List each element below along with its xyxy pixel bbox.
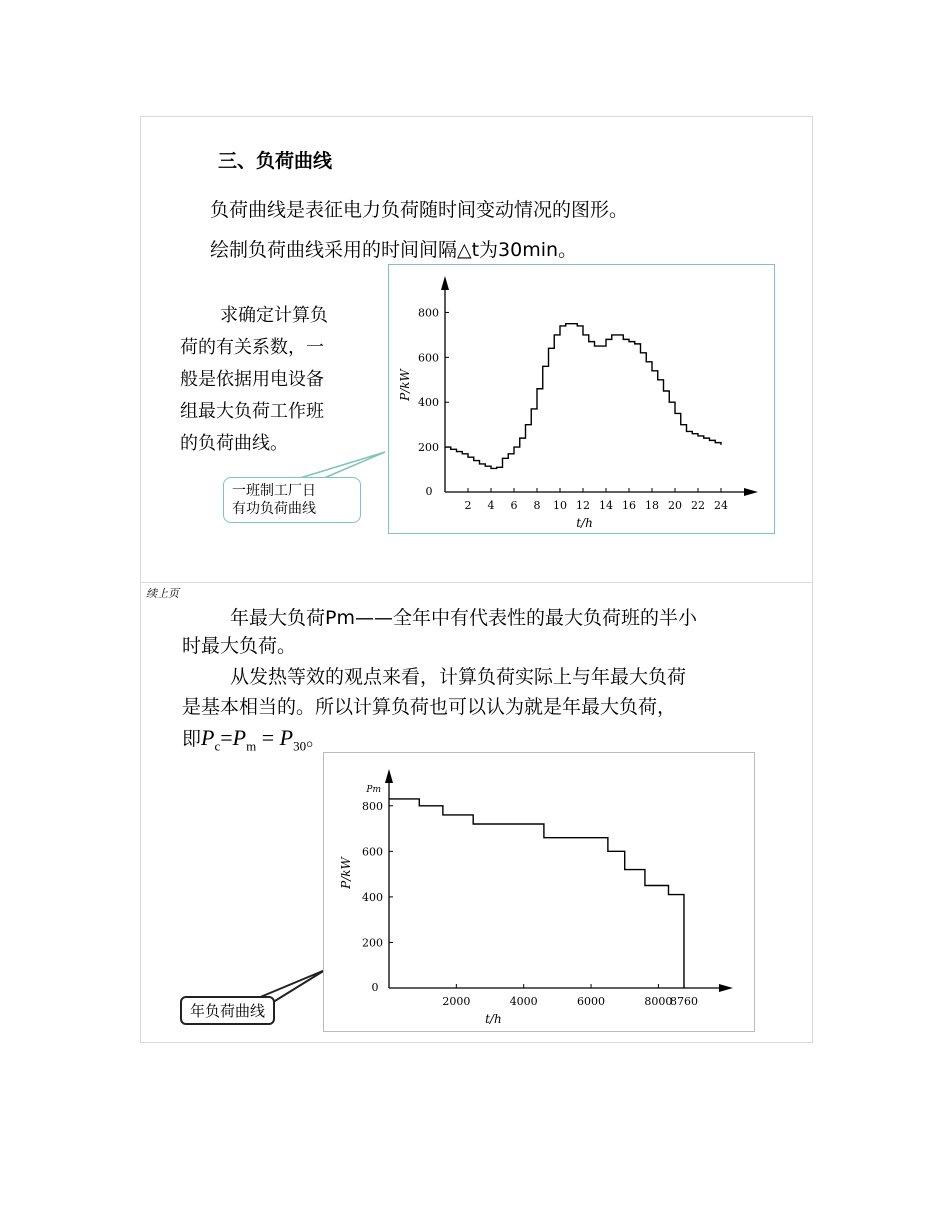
- x-axis-title: t/h: [576, 516, 593, 530]
- side-line-1: 求确定计算负: [220, 305, 328, 326]
- annual-load-chart-box: [323, 752, 755, 1032]
- x-tick-label: 8: [533, 499, 541, 512]
- y-axis-title: P/kW: [398, 369, 412, 401]
- x-tick-label: 6000: [577, 995, 606, 1008]
- y-axis-title: P/kW: [339, 857, 353, 889]
- para2-line-2: 是基本相当的。所以计算负荷也可以认为就是年最大负荷，: [182, 696, 677, 718]
- origin-label: 0: [425, 485, 433, 498]
- y-tick-label: 200: [362, 936, 383, 950]
- x-axis-arrow: [744, 488, 758, 496]
- annual-load-curve-series: [389, 799, 684, 988]
- annual-max-paragraph: [182, 604, 697, 660]
- x-tick-label: 4000: [509, 995, 538, 1008]
- y-tick-label: 800: [418, 306, 439, 320]
- x-tick-label: 2: [464, 499, 472, 512]
- load-curve-series: [445, 324, 721, 469]
- x-tick-label: 10: [553, 499, 567, 512]
- interval-text: 绘制负荷曲线采用的时间间隔△t为30min。: [210, 239, 578, 261]
- x-tick-label: 22: [691, 499, 705, 512]
- x-axis-arrow: [719, 984, 733, 992]
- side-explanation: [180, 300, 328, 460]
- x-tick-label: 4: [487, 499, 495, 512]
- y-tick-label: 600: [362, 845, 383, 859]
- formula-line: 即$P_c=P_m = P_{30}$。: [182, 725, 326, 754]
- x-axis-title: t/h: [485, 1012, 502, 1026]
- x-tick-label: 24: [714, 499, 728, 512]
- equivalence-paragraph: [182, 662, 686, 722]
- x-tick-label: 14: [599, 499, 613, 512]
- formula-pc: $P_c$: [201, 725, 221, 754]
- y-tick-label: 400: [362, 890, 383, 904]
- y-axis-arrow: [385, 769, 393, 783]
- y-tick-label: 800: [362, 799, 383, 813]
- side-line-4: 组最大负荷工作班: [180, 401, 324, 422]
- x-tick-label: 2000: [442, 995, 471, 1008]
- y-tick-label: 600: [418, 351, 439, 365]
- para1-line-1: 年最大负荷Pm——全年中有代表性的最大负荷班的半小: [230, 607, 697, 629]
- callout-line-2: 有功负荷曲线: [232, 501, 316, 517]
- x-tick-label: 18: [645, 499, 659, 512]
- formula-prefix: 即: [182, 728, 202, 750]
- para2-line-1: 从发热等效的观点来看，计算负荷实际上与年最大负荷: [230, 666, 687, 688]
- para1-line-2: 时最大负荷。: [182, 635, 297, 657]
- x-tick-label: 16: [622, 499, 636, 512]
- x-tick-label: 8000: [644, 995, 673, 1008]
- callout-line-1: 一班制工厂日: [232, 483, 316, 499]
- y-axis-arrow: [441, 276, 449, 290]
- daily-load-chart-box: [388, 264, 775, 534]
- annual-load-chart: [324, 753, 754, 1031]
- side-line-2: 荷的有关系数，一: [180, 337, 324, 358]
- continued-label: 续上页: [146, 587, 179, 600]
- x-tick-label: 6: [510, 499, 518, 512]
- side-line-3: 般是依据用电设备: [180, 369, 324, 390]
- ymax-label: Pm: [366, 784, 381, 795]
- side-line-5: 的负荷曲线。: [180, 433, 288, 454]
- daily-load-chart: [389, 265, 774, 533]
- x-tick-label: 12: [576, 499, 590, 512]
- x-tick-label: 20: [668, 499, 682, 512]
- origin-label: 0: [371, 981, 379, 994]
- y-tick-label: 400: [418, 396, 439, 410]
- section-heading: 三、负荷曲线: [218, 150, 333, 172]
- definition-text: 负荷曲线是表征电力负荷随时间变动情况的图形。: [210, 199, 629, 221]
- formula-p30: $P_{30}$: [279, 725, 307, 754]
- annual-curve-callout: 年负荷曲线: [180, 996, 275, 1025]
- formula-pm: $P_m$: [232, 725, 257, 754]
- y-tick-label: 200: [418, 441, 439, 455]
- x-tick-label: 8760: [669, 995, 698, 1008]
- daily-curve-callout: [223, 477, 361, 523]
